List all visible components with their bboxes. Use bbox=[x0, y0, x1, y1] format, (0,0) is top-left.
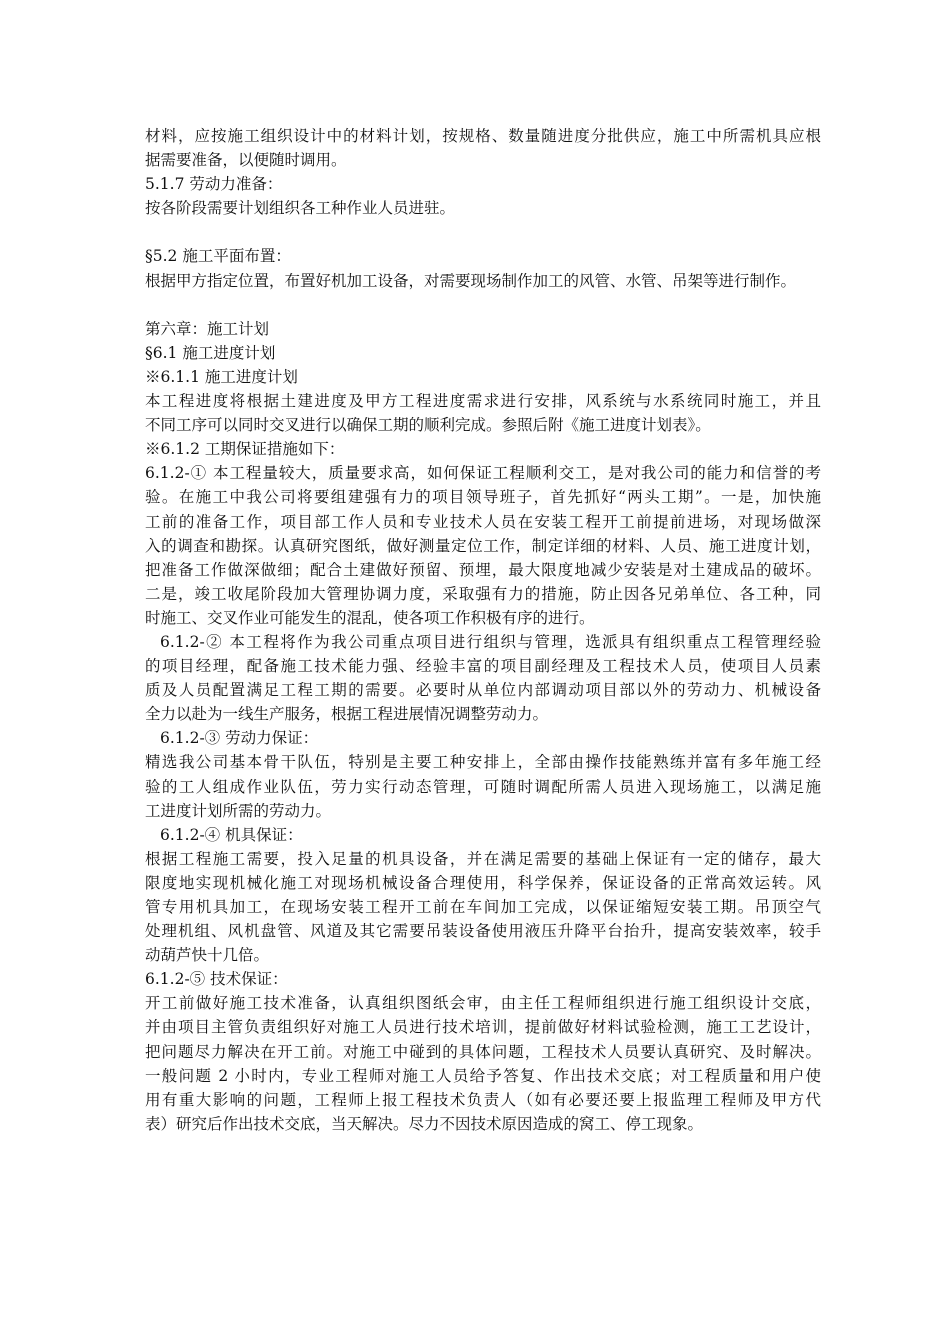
text-line: 根据甲方指定位置，布置好机加工设备，对需要现场制作加工的风管、水管、吊架等进行制作。 bbox=[145, 271, 797, 290]
text-line: ※6.1.1 施工进度计划 bbox=[145, 367, 298, 386]
text-line: 管专用机具加工，在现场安装工程开工前在车间加工完成，以保证缩短安装工期。吊顶空气 bbox=[145, 898, 821, 916]
text-line: 验。在施工中我公司将要组建强有力的项目领导班子，首先抓好“两头工期”。一是，加快施 bbox=[145, 488, 821, 507]
text-line: 5.1.7 劳动力准备： bbox=[145, 175, 283, 194]
text-line: 表）研究后作出技术交底，当天解决。尽力不因技术原因造成的窝工、停工现象。 bbox=[145, 1114, 704, 1133]
text-line: 把准备工作做深做细；配合土建做好预留、预埋，最大限度地减少安装是对土建成品的破坏。 bbox=[145, 560, 821, 579]
text-line: 动葫芦快十几倍。 bbox=[145, 946, 270, 965]
text-line: 第六章：施工计划 bbox=[145, 319, 270, 338]
text-line: 精选我公司基本骨干队伍，特别是主要工种安排上，全部由操作技能熟练并富有多年施工经 bbox=[145, 753, 821, 772]
text-line: §5.2 施工平面布置： bbox=[145, 247, 291, 266]
text-line: 时施工、交叉作业可能发生的混乱，使各项工作积极有序的进行。 bbox=[145, 608, 595, 627]
text-line: 限度地实现机械化施工对现场机械设备合理使用，科学保养，保证设备的正常高效运转。风 bbox=[145, 873, 821, 892]
text-line: 验的工人组成作业队伍，劳力实行动态管理，可随时调配所需人员进入现场施工，以满足施 bbox=[145, 777, 821, 796]
text-line: 处理机组、风机盘管、风道及其它需要吊装设备使用液压升降平台抬升，提高安装效率，较手 bbox=[145, 922, 821, 941]
blank-line bbox=[145, 220, 821, 244]
text-line: 6.1.2-③ 劳动力保证： bbox=[160, 729, 319, 748]
text-line: 据需要准备，以便随时调用。 bbox=[145, 151, 347, 170]
text-line: 本工程进度将根据土建进度及甲方工程进度需求进行安排，风系统与水系统同时施工，并且 bbox=[145, 392, 821, 411]
text-line: 全力以赴为一线生产服务，根据工程进展情况调整劳动力。 bbox=[145, 705, 549, 724]
text-line: 6.1.2-① 本工程量较大，质量要求高，如何保证工程顺利交工，是对我公司的能力和信誉的考 bbox=[145, 464, 821, 483]
text-line: 并由项目主管负责组织好对施工人员进行技术培训，提前做好材料试验检测，施工工艺设计， bbox=[145, 1018, 821, 1037]
text-line: 质及人员配置满足工程工期的需要。必要时从单位内部调动项目部以外的劳动力、机械设备 bbox=[145, 681, 821, 700]
text-line: 一般问题 2 小时内，专业工程师对施工人员给予答复、作出技术交底；对工程质量和用户使 bbox=[145, 1066, 821, 1085]
text-line: 用有重大影响的问题，工程师上报工程技术负责人（如有必要还要上报监理工程师及甲方代 bbox=[145, 1090, 821, 1109]
text-line: 的项目经理，配备施工技术能力强、经验丰富的项目副经理及工程技术人员，使项目人员素 bbox=[145, 657, 821, 676]
text-line: 开工前做好施工技术准备，认真组织图纸会审，由主任工程师组织进行施工组织设计交底， bbox=[145, 994, 821, 1013]
text-line: 根据工程施工需要，投入足量的机具设备，并在满足需要的基础上保证有一定的储存，最大 bbox=[145, 849, 821, 868]
text-line: 不同工序可以同时交叉进行以确保工期的顺利完成。参照后附《施工进度计划表》。 bbox=[145, 416, 711, 435]
document-body bbox=[145, 124, 821, 1136]
text-line: 入的调查和勘探。认真研究图纸，做好测量定位工作，制定详细的材料、人员、施工进度计划， bbox=[145, 536, 821, 555]
text-line: 6.1.2-④ 机具保证： bbox=[160, 825, 303, 844]
text-line: 6.1.2-② 本工程将作为我公司重点项目进行组织与管理，选派具有组织重点工程管理经验 bbox=[160, 632, 821, 651]
text-line: ※6.1.2 工期保证措施如下： bbox=[145, 440, 345, 459]
blank-line bbox=[145, 293, 821, 317]
text-line: 工进度计划所需的劳动力。 bbox=[145, 801, 332, 820]
text-line: 按各阶段需要计划组织各工种作业人员进驻。 bbox=[145, 199, 456, 218]
text-line: §6.1 施工进度计划 bbox=[145, 343, 276, 362]
text-line: 材料，应按施工组织设计中的材料计划，按规格、数量随进度分批供应，施工中所需机具应根 bbox=[145, 127, 821, 145]
text-line: 工前的准备工作，项目部工作人员和专业技术人员在安装工程开工前提前进场，对现场做深 bbox=[145, 512, 821, 531]
text-line: 二是，竣工收尾阶段加大管理协调力度，采取强有力的措施，防止因各兄弟单位、各工种，同 bbox=[145, 584, 821, 603]
text-line: 6.1.2-⑤ 技术保证： bbox=[145, 970, 288, 989]
text-line: 把问题尽力解决在开工前。对施工中碰到的具体问题，工程技术人员要认真研究、及时解决。 bbox=[145, 1042, 821, 1061]
